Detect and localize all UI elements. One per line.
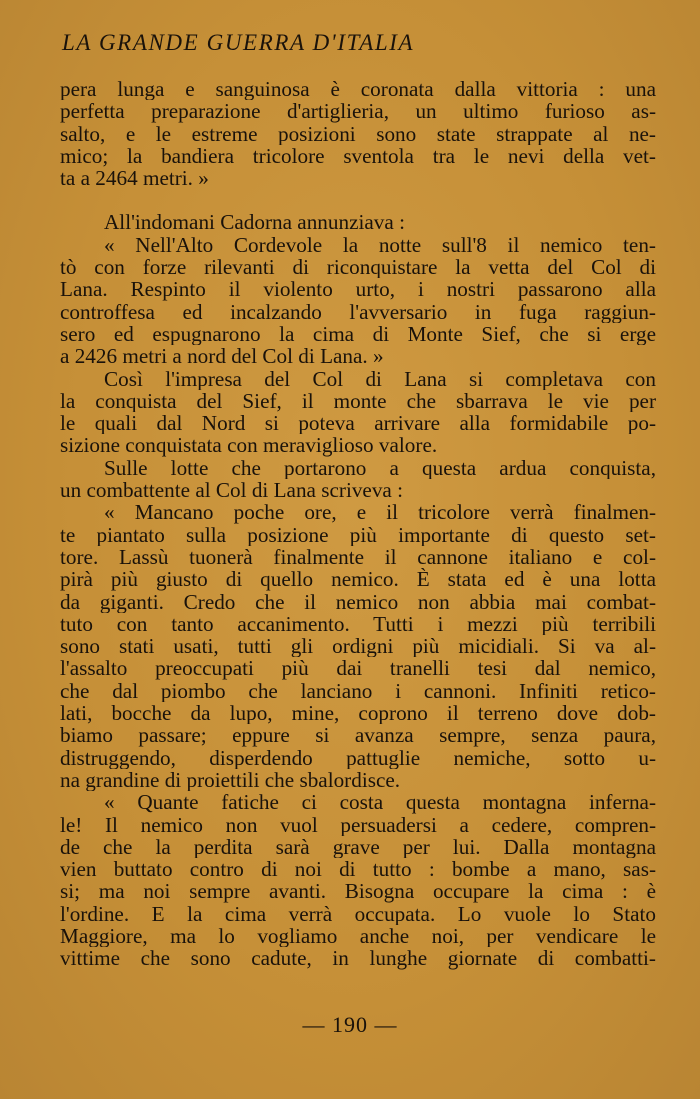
text-line: sero ed espugnarono la cima di Monte Sief, che si erge [60, 322, 656, 346]
text-line: na grandine di proiettili che sbalordisce. [60, 768, 401, 792]
text-line: le quali dal Nord si poteva arrivare alla formidabile po- [60, 412, 656, 435]
text-line: distruggendo, disperdendo pattuglie nemiche, sotto u- [60, 746, 656, 769]
text-line: pera lunga e sanguinosa è coronata dalla vittoria : una [60, 78, 656, 101]
text-line: l'assalto preoccupati più dai tranelli tesi dal nemico, [60, 657, 656, 680]
text-line: perfetta preparazione d'artiglieria, un ultimo furioso as- [60, 100, 656, 123]
text-line: Così l'impresa del Col di Lana si completava con [104, 367, 656, 390]
text-line: la conquista del Sief, il monte che sbarrava le vie per [60, 389, 656, 413]
text-line: « Mancano poche ore, e il tricolore verrà finalmen- [104, 501, 656, 524]
paragraph [60, 368, 656, 457]
paragraph [60, 234, 656, 368]
page-number: — 190 — [302, 1012, 398, 1037]
text-line: mico; la bandiera tricolore sventola tra le nevi della vet- [60, 144, 656, 168]
running-header: LA GRANDE GUERRA D'ITALIA [62, 30, 415, 55]
paragraph [60, 78, 656, 189]
text-line: « Nell'Alto Cordevole la notte sull'8 il nemico ten- [104, 233, 656, 257]
paragraph [60, 791, 656, 969]
text-line: controffesa ed incalzando l'avversario in fuga raggiun- [60, 300, 656, 323]
text-line: l'ordine. E la cima verrà occupata. Lo vuole lo Stato [60, 902, 656, 925]
text-line: sizione conquistata con meraviglioso valore. [60, 434, 438, 457]
text-line: vittime che sono cadute, in lunghe giornate di combatti- [60, 947, 656, 970]
text-line: ta a 2464 metri. » [60, 167, 209, 190]
text-line: tò con forze rilevanti di riconquistare la vetta del Col di [60, 256, 656, 279]
text-line: Maggiore, ma lo vogliamo anche noi, per vendicare le [60, 924, 656, 948]
text-line: sono stati usati, tutti gli ordigni più micidiali. Si va al- [60, 635, 656, 658]
text-line: vien buttato contro di noi di tutto : bombe a mano, sas- [60, 858, 656, 881]
text-line: a 2426 metri a nord del Col di Lana. » [60, 345, 384, 368]
text-line: si; ma noi sempre avanti. Bisogna occupare la cima : è [60, 880, 656, 903]
text-line: Lana. Respinto il violento urto, i nostri passarono alla [60, 278, 656, 301]
paragraph [60, 501, 656, 791]
text-line: tuto con tanto accanimento. Tutti i mezzi più terribili [60, 612, 656, 636]
text-line: le! Il nemico non vuol persuadersi a cedere, compren- [60, 813, 656, 836]
text-line: salto, e le estreme posizioni sono state strappate al ne- [60, 122, 656, 145]
text-line: lati, bocche da lupo, mine, coprono il terreno dove dob- [60, 702, 656, 725]
paragraph [60, 211, 656, 233]
text-line: « Quante fatiche ci costa questa montagna inferna- [104, 791, 656, 814]
paragraph [60, 457, 656, 502]
body-text [60, 78, 656, 970]
paragraph-gap [60, 189, 656, 211]
text-line: tore. Lassù tuonerà finalmente il cannone italiano e col- [60, 545, 656, 569]
text-line: de che la perdita sarà grave per lui. Dalla montagna [60, 835, 656, 859]
text-line: da giganti. Credo che il nemico non abbia mai combat- [60, 590, 656, 613]
text-line: Sulle lotte che portarono a questa ardua conquista, [104, 456, 656, 480]
text-line: un combattente al Col di Lana scriveva : [60, 479, 404, 502]
text-line: pirà più giusto di quello nemico. È stata ed è una lotta [60, 568, 656, 591]
text-line: biamo passare; eppure si avanza sempre, senza paura, [60, 724, 656, 747]
text-line: All'indomani Cadorna annunziava : [104, 211, 405, 234]
text-line: che dal piombo che lanciano i cannoni. Infiniti retico- [60, 679, 656, 703]
text-line: te piantato sulla posizione più importante di questo set- [60, 523, 656, 546]
